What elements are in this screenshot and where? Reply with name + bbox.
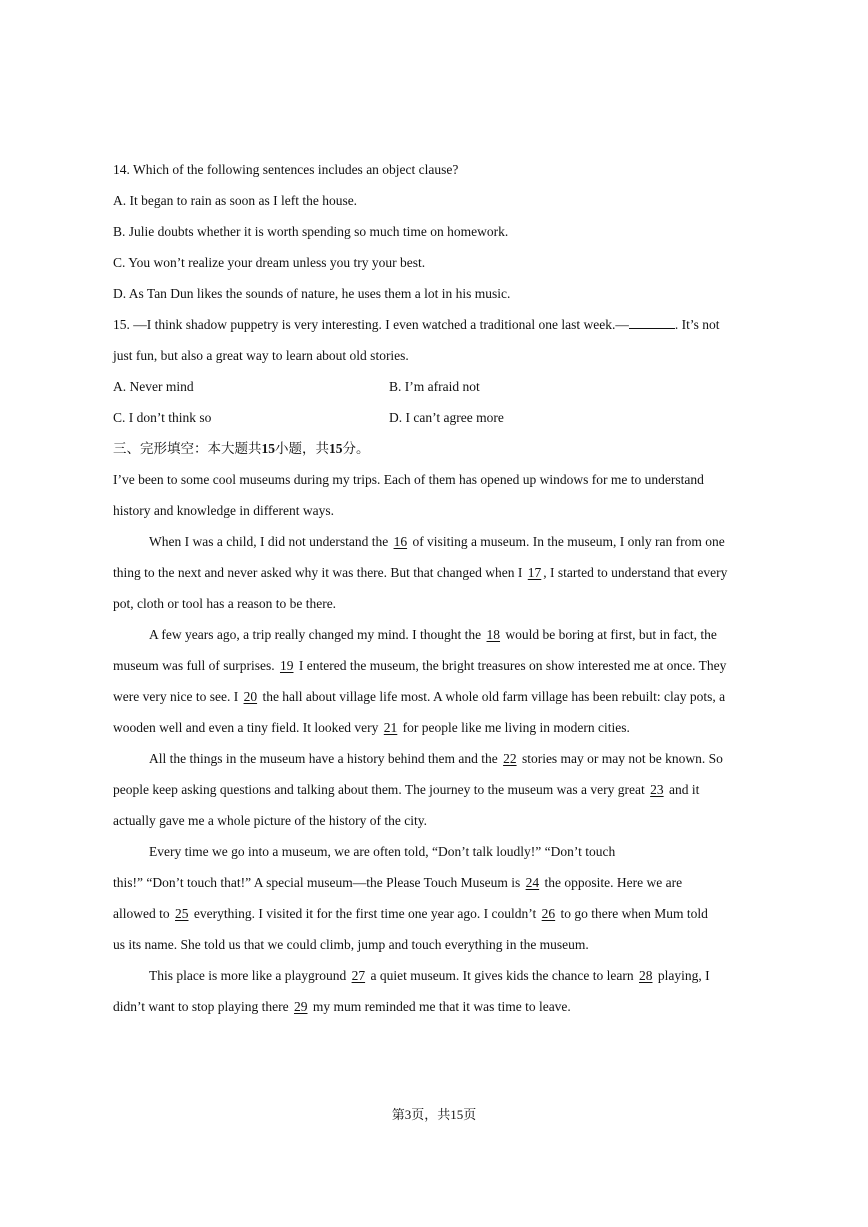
section3-count: 15 (261, 441, 275, 456)
q14-option-d: D. As Tan Dun likes the sounds of nature, he uses them a lot in his music. (113, 286, 511, 301)
passage-p5-line2: didn’t want to stop playing there 29 my mum reminded me that it was time to leave. (113, 995, 758, 1026)
blank-22: 22 (503, 751, 517, 766)
page-footer: 第3页，共15页 (391, 1107, 477, 1122)
q15-stem-part2: . It’s not (674, 317, 720, 332)
blank-26: 26 (541, 906, 556, 921)
blank-16: 16 (393, 534, 408, 549)
blank-19: 19 (279, 658, 294, 673)
blank-17: 17 (527, 565, 542, 580)
q14-option-b: B. Julie doubts whether it is worth spending so much time on homework. (113, 224, 509, 239)
q15-stem-line2: just fun, but also a great way to learn about old stories. (113, 348, 409, 363)
passage-intro-line1: I’ve been to some cool museums during my trips. Each of them has opened up windows for me to understand (113, 472, 704, 487)
passage-p4-line4: us its name. She told us that we could climb, jump and touch everything in the museum. (113, 937, 589, 952)
passage-p4-line3: allowed to 25 everything. I visited it for the first time one year ago. I couldn’t 26 to go there when Mum told (113, 902, 758, 933)
q15-option-c: C. I don’t think so (113, 410, 212, 425)
q14-stem: 14. Which of the following sentences includes an object clause? (113, 162, 459, 177)
q15-stem-line1 (113, 313, 758, 344)
passage-p1-line1: When I was a child, I did not understand the 16 of visiting a museum. In the museum, I only ran from one (113, 530, 758, 561)
passage-p1-line2: thing to the next and never asked why it was there. But that changed when I 17 , I started to understand that every (113, 561, 758, 592)
blank-23: 23 (650, 782, 664, 797)
blank-28: 28 (639, 968, 653, 983)
q15-options-row2 (113, 406, 758, 437)
q14-option-a: A. It began to rain as soon as I left the house. (113, 193, 358, 208)
blank-25: 25 (175, 906, 189, 921)
exam-page (113, 158, 758, 1026)
passage-p2-line3: were very nice to see. I 20 the hall about village life most. A whole old farm village has been rebuilt: clay pots, a (113, 685, 758, 716)
blank-27: 27 (351, 968, 366, 983)
blank-29: 29 (293, 999, 308, 1014)
blank-18: 18 (486, 627, 501, 642)
passage-p3-line2: people keep asking questions and talking about them. The journey to the museum was a very great 23 and it (113, 778, 758, 809)
passage-p3-line3: actually gave me a whole picture of the history of the city. (113, 813, 428, 828)
passage-p2-line2: museum was full of surprises. 19 I entered the museum, the bright treasures on show interested me at once. They (113, 654, 758, 685)
blank-20: 20 (243, 689, 258, 704)
q15-stem-part1: 15. —I think shadow puppetry is very interesting. I even watched a traditional one last week.— (113, 317, 629, 332)
blank-24: 24 (525, 875, 540, 890)
passage-p5-line1: This place is more like a playground 27 a quiet museum. It gives kids the chance to learn 28 playing, I (113, 964, 758, 995)
q15-options-row1 (113, 375, 758, 406)
passage-intro-line2: history and knowledge in different ways. (113, 503, 334, 518)
passage-p4-line2: this!” “Don’t touch that!” A special museum—the Please Touch Museum is 24 the opposite. Here we are (113, 871, 758, 902)
q15-option-d: D. I can’t agree more (389, 410, 504, 425)
passage-p2-line4: wooden well and even a tiny field. It looked very 21 for people like me living in modern cities. (113, 716, 758, 747)
passage-p1-line3: pot, cloth or tool has a reason to be there. (113, 596, 337, 611)
passage-p2-line1: A few years ago, a trip really changed my mind. I thought the 18 would be boring at first, but in fact, the (113, 623, 758, 654)
section3-score: 15 (329, 441, 343, 456)
blank-21: 21 (383, 720, 398, 735)
passage-p4-line1: Every time we go into a museum, we are often told, “Don’t talk loudly!” “Don’t touch (149, 844, 616, 859)
q14-option-c: C. You won’t realize your dream unless you try your best. (113, 255, 426, 270)
q15-answer-line (629, 314, 675, 329)
passage-p3-line1: All the things in the museum have a history behind them and the 22 stories may or may not be known. So (113, 747, 758, 778)
q15-option-a: A. Never mind (113, 379, 194, 394)
section3-heading: 三、完形填空：本大题共15小题，共15分。 (113, 441, 370, 456)
q15-option-b: B. I’m afraid not (389, 379, 480, 394)
